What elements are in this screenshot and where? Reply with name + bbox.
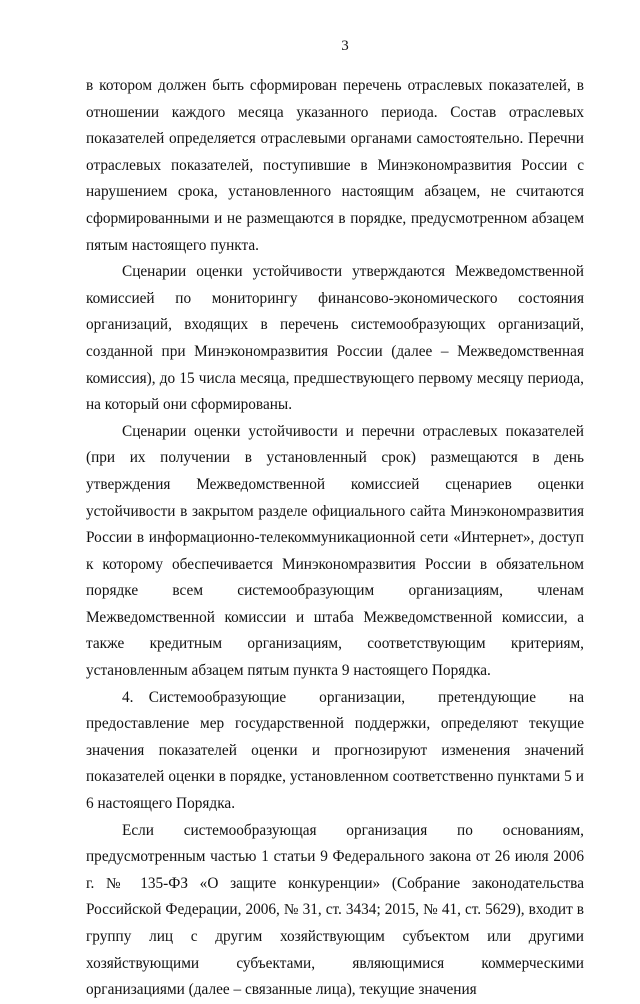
page-number: 3 <box>341 38 349 54</box>
paragraph-5: Если системообразующая организация по основаниям, предусмотренным частью 1 статьи 9 Федерального закона от 26 июля 2006 г. № 135-ФЗ «О защите конкуренции» (Собрание законодательства Российской Федерации, 2006, № 31, ст. 3434; 2015, № 41, ст. 5629), входит в группу лиц с другим хозяйствующим субъектом или другими хозяйствующими субъектами, являющимися коммерческими организациями (далее – связанные лица), текущие значения <box>86 821 584 999</box>
paragraph-4-clause: 4. Системообразующие организации, претендующие на предоставление мер государственной поддержки, определяют текущие значения показателей оценки и прогнозируют изменения значений показателей оценки в порядке, установленном соответственно пунктами 5 и 6 настоящего Порядка. <box>86 688 584 813</box>
paragraph-2: Сценарии оценки устойчивости утверждаются Межведомственной комиссией по мониторингу финансово-экономического состояния организаций, входящих в перечень системообразующих организаций, созданной при Минэкономразвития России (далее – Межведомственная комиссия), до 15 числа месяца, предшествующего первому месяцу периода, на который они сформированы. <box>86 263 584 414</box>
paragraph-1: в котором должен быть сформирован перечень отраслевых показателей, в отношении каждого месяца указанного периода. Состав отраслевых показателей определяется отраслевыми органами самостоятельно. Перечни отраслевых показателей, поступившие в Минэкономразвития России с нарушением срока, установленного настоящим абзацем, не считаются сформированными и не размещаются в порядке, предусмотренном абзацем пятым настоящего пункта. <box>86 77 584 254</box>
paragraph-3: Сценарии оценки устойчивости и перечни отраслевых показателей (при их получении в установленный срок) размещаются в день утверждения Межведомственной комиссией сценариев оценки устойчивости в закрытом разделе официального сайта Минэкономразвития России в информационно-телекоммуникационной сети «Интернет», доступ к которому обеспечивается Минэкономразвития России в обязательном порядке всем системообразующим организациям, членам Межведомственной комиссии и штаба Межведомственной комиссии, а также кредитным организациям, соответствующим критериям, установленным абзацем пятым пункта 9 настоящего Порядка. <box>86 422 584 680</box>
